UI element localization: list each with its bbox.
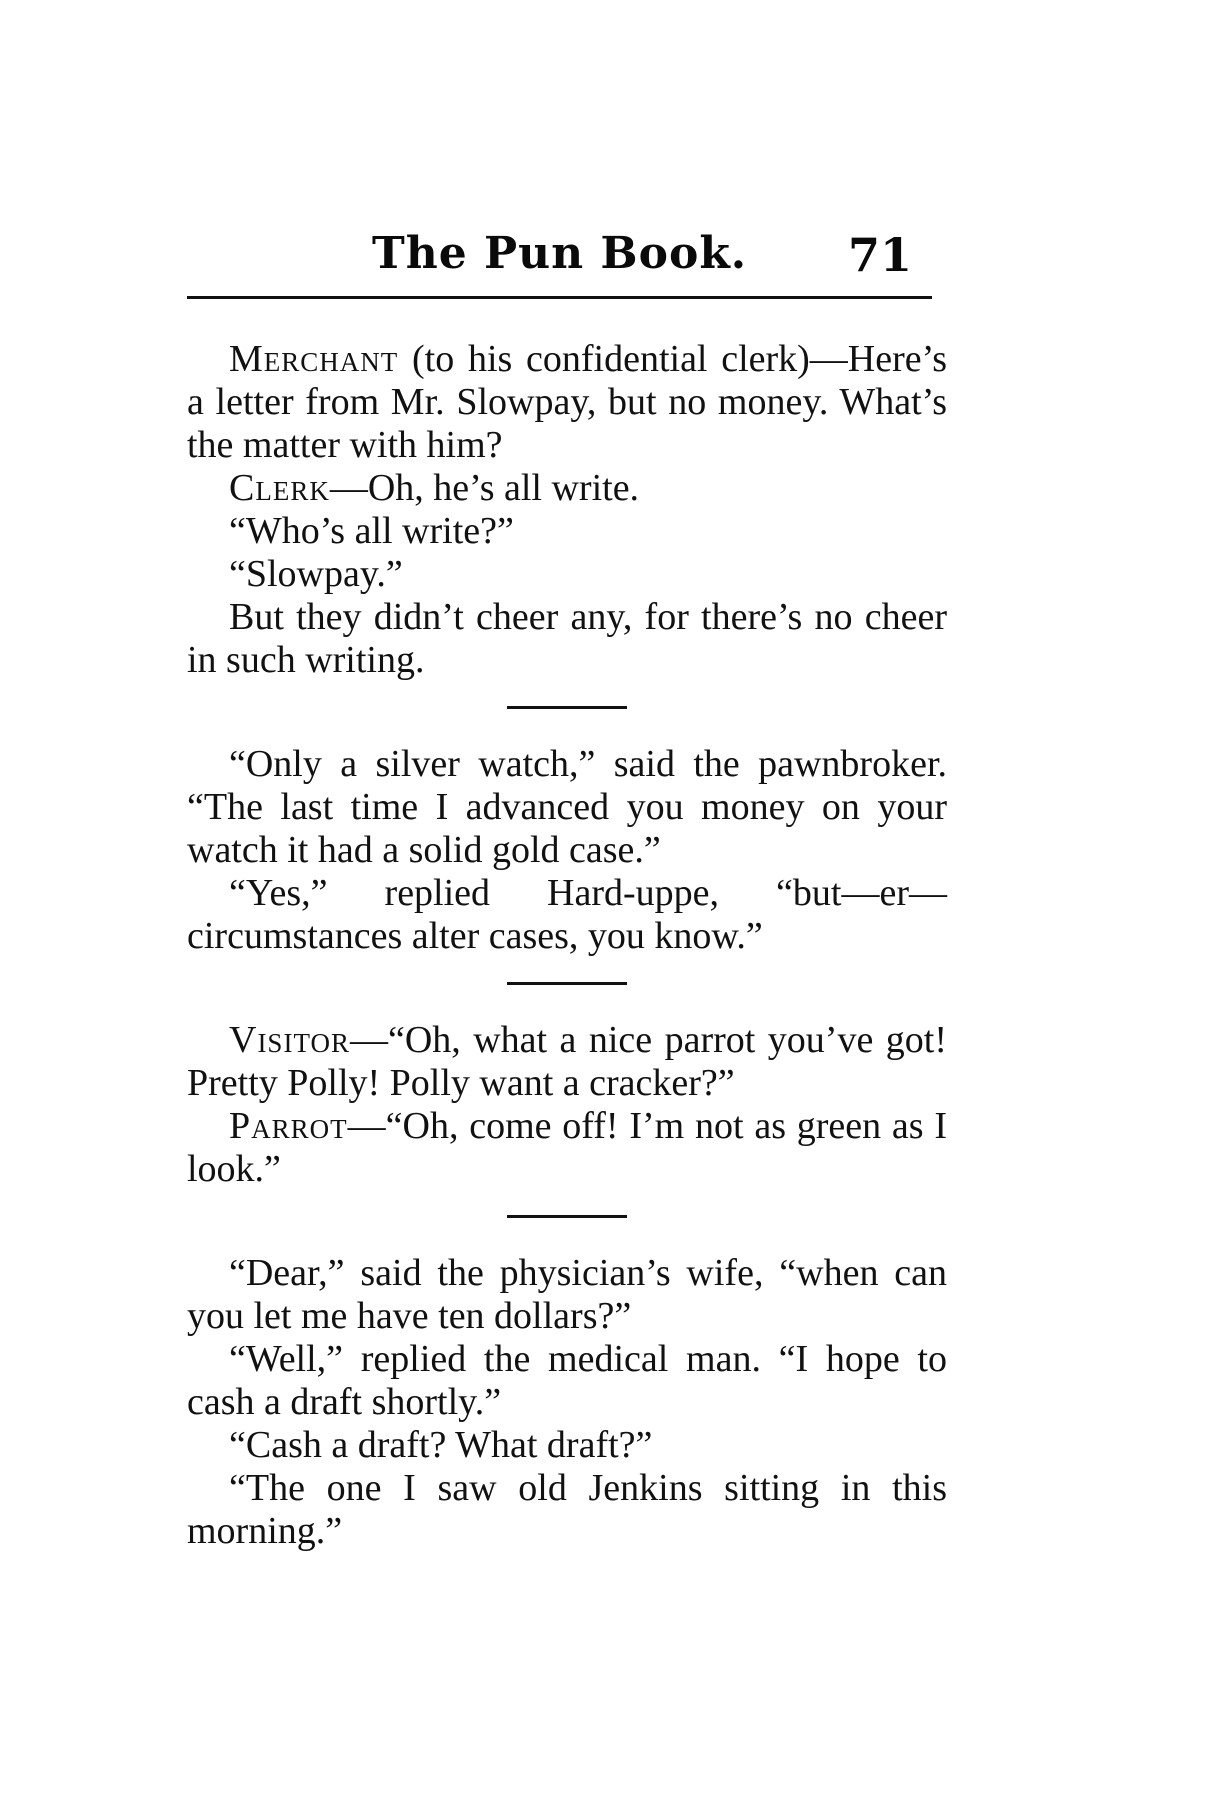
- paragraph: [187, 1019, 947, 1105]
- paragraph: [187, 1424, 947, 1467]
- section-divider: [507, 982, 627, 985]
- paragraph-text: (to his confidential clerk)—Here’s a letter from Mr. Slowpay, but no money. What’s the matter with him?: [187, 338, 947, 466]
- paragraph-text: “Only a silver watch,” said the pawnbroker. “The last time I advanced you money on your watch it had a solid gold case.”: [187, 743, 947, 871]
- paragraph: [187, 1105, 947, 1191]
- paragraph: [187, 596, 947, 682]
- joke-1: [187, 338, 947, 682]
- paragraph: [187, 743, 947, 872]
- paragraph-text: “The one I saw old Jenkins sitting in this morning.”: [187, 1467, 947, 1552]
- paragraph-text: But they didn’t cheer any, for there’s no cheer in such writing.: [187, 596, 947, 681]
- paragraph-text: —“Oh, come off! I’m not as green as I look.”: [187, 1105, 947, 1190]
- paragraph-text: “Cash a draft? What draft?”: [229, 1424, 653, 1466]
- speaker-name: Visitor: [229, 1019, 350, 1061]
- running-title: The Pun Book.: [372, 228, 748, 279]
- paragraph-text: “Slowpay.”: [229, 553, 403, 595]
- paragraph: [187, 338, 947, 467]
- speaker-name: Clerk: [229, 467, 330, 509]
- joke-4: [187, 1252, 947, 1553]
- paragraph: [187, 1338, 947, 1424]
- page-number: 71: [847, 228, 912, 282]
- paragraph: [187, 1252, 947, 1338]
- speaker-name: Merchant: [229, 338, 399, 380]
- section-divider: [507, 706, 627, 709]
- speaker-name: Parrot: [229, 1105, 348, 1147]
- page-body: [187, 338, 947, 1553]
- paragraph: [187, 553, 947, 596]
- paragraph: [187, 1467, 947, 1553]
- paragraph-text: “Well,” replied the medical man. “I hope to cash a draft shortly.”: [187, 1338, 947, 1423]
- running-header: [187, 228, 932, 288]
- section-divider: [507, 1215, 627, 1218]
- paragraph-text: —Oh, he’s all write.: [329, 467, 640, 509]
- paragraph-text: —“Oh, what a nice parrot you’ve got! Pretty Polly! Polly want a cracker?”: [187, 1019, 947, 1104]
- paragraph: [187, 510, 947, 553]
- joke-2: [187, 743, 947, 958]
- paragraph: [187, 872, 947, 958]
- paragraph-text: “Who’s all write?”: [229, 510, 514, 552]
- header-rule: [187, 296, 932, 299]
- paragraph: [187, 467, 947, 510]
- joke-3: [187, 1019, 947, 1191]
- paragraph-text: “Yes,” replied Hard-uppe, “but—er—circumstances alter cases, you know.”: [187, 872, 947, 957]
- paragraph-text: “Dear,” said the physician’s wife, “when can you let me have ten dollars?”: [187, 1252, 947, 1337]
